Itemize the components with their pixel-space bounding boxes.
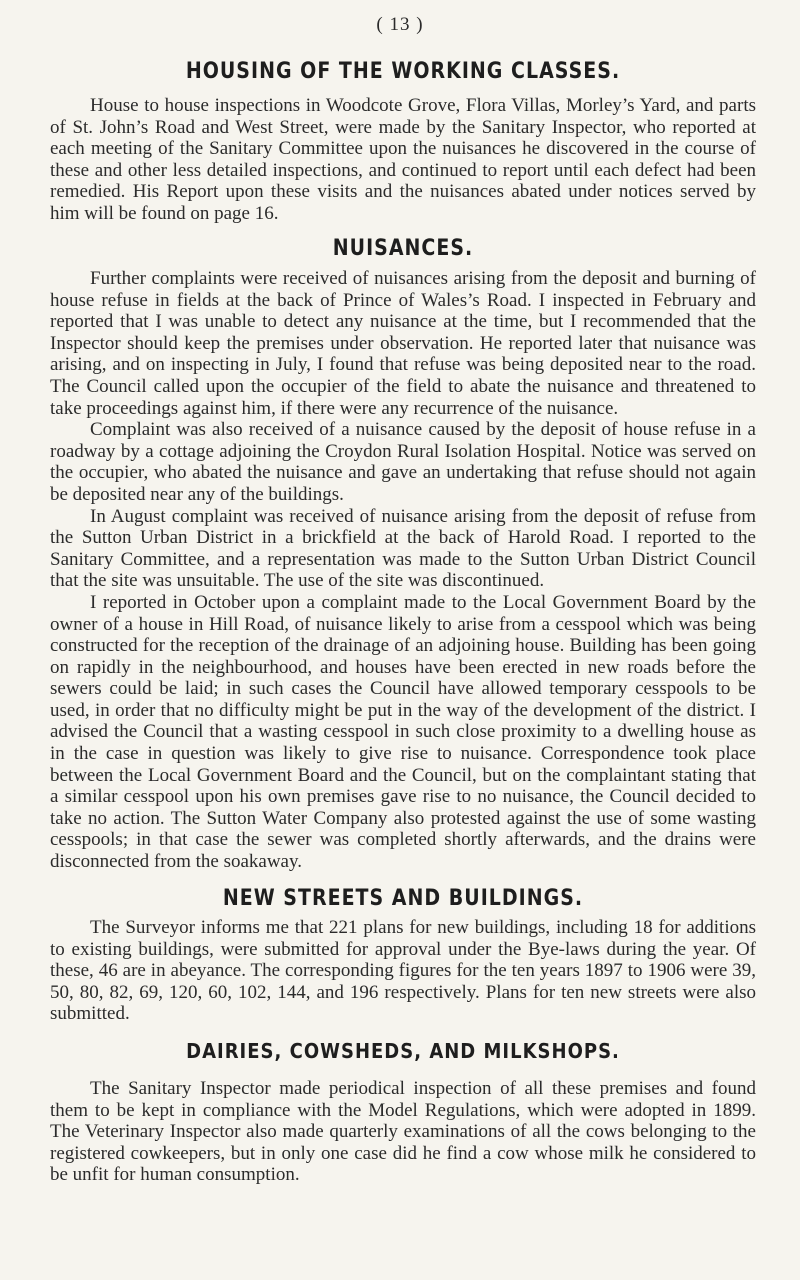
heading-housing: HOUSING OF THE WORKING CLASSES.: [185, 58, 621, 84]
section-dairies-body: [50, 1078, 756, 1186]
paragraph: Further complaints were received of nuisances arising from the deposit and burning of house refuse in fields at the back of Prince of Wales’s Road. I inspected in February and reported that I was unable to detect any nuisance at the time, but I recommended that the Inspector should keep the premises under observation. He reported later that nuisance was arising, and on inspecting in July, I found that refuse was being deposited near to the road. The Council called upon the occupier of the field to abate the nuisance and threatened to take proceedings against him, if there were any recurrence of the nuisance.: [50, 268, 756, 419]
paragraph: In August complaint was received of nuisance arising from the deposit of refuse from the Sutton Urban District in a brickfield at the back of Harold Road. I reported to the Sanitary Committee, and a representation was made to the Sutton Urban District Council that the site was unsuitable. The use of the site was discontinued.: [50, 505, 756, 592]
section-nuisances-body: [50, 268, 756, 873]
page-number: ( 13 ): [376, 14, 424, 35]
heading-dairies: DAIRIES, COWSHEDS, AND MILKSHOPS.: [186, 1039, 620, 1064]
heading-new-streets: NEW STREETS AND BUILDINGS.: [222, 885, 584, 911]
paragraph: I reported in October upon a complaint made to the Local Government Board by the owner of a house in Hill Road, of nuisance likely to arise from a cesspool which was being constructed for the reception of the drainage of an adjoining house. Building has been going on rapidly in the neighbourhood, and houses have been erected in new roads before the sewers could be laid; in such cases the Council have allowed temporary cesspools to be used, in order that no difficulty might be put in the way of the development of the district. I advised the Council that a wasting cesspool in such close proximity to a dwelling house as in the case in question was likely to give rise to nuisance. Correspondence took place between the Local Government Board and the Council, but on the complaintant stating that a similar cesspool upon his own premises gave rise to no nuisance, the Council decided to take no action. The Sutton Water Company also protested against the use of some wasting cesspools; in that case the sewer was completed shortly afterwards, and the drains were disconnected from the soakaway.: [50, 591, 756, 873]
section-housing-body: [50, 95, 756, 225]
paragraph: The Surveyor informs me that 221 plans for new buildings, including 18 for additions to existing buildings, were submitted for approval under the Bye-laws during the year. Of these, 46 are in abeyance. The corresponding figures for the ten years 1897 to 1906 were 39, 50, 80, 82, 69, 120, 60, 102, 144, and 196 respectively. Plans for ten new streets were also submitted.: [50, 917, 756, 1025]
section-new-streets-body: [50, 917, 756, 1025]
heading-nuisances: NUISANCES.: [332, 235, 474, 261]
paragraph: House to house inspections in Woodcote Grove, Flora Villas, Morley’s Yard, and parts of St. John’s Road and West Street, were made by the Sanitary Inspector, who reported at each meeting of the Sanitary Committee upon the nuisances he discovered in the course of these and other less detailed inspections, and continued to report until each defect had been remedied. His Report upon these visits and the nuisances abated under notices served by him will be found on page 16.: [50, 95, 756, 224]
paragraph: Complaint was also received of a nuisance caused by the deposit of house refuse in a roadway by a cottage adjoining the Croydon Rural Isolation Hospital. Notice was served on the occupier, who abated the nuisance and gave an undertaking that refuse should not again be deposited near any of the buildings.: [50, 419, 756, 505]
paragraph: The Sanitary Inspector made periodical inspection of all these premises and found them to be kept in compliance with the Model Regulations, which were adopted in 1899. The Veterinary Inspector also made quarterly examinations of all the cows belonging to the registered cowkeepers, but in only one case did he find a cow whose milk he considered to be unfit for human consumption.: [50, 1078, 756, 1186]
